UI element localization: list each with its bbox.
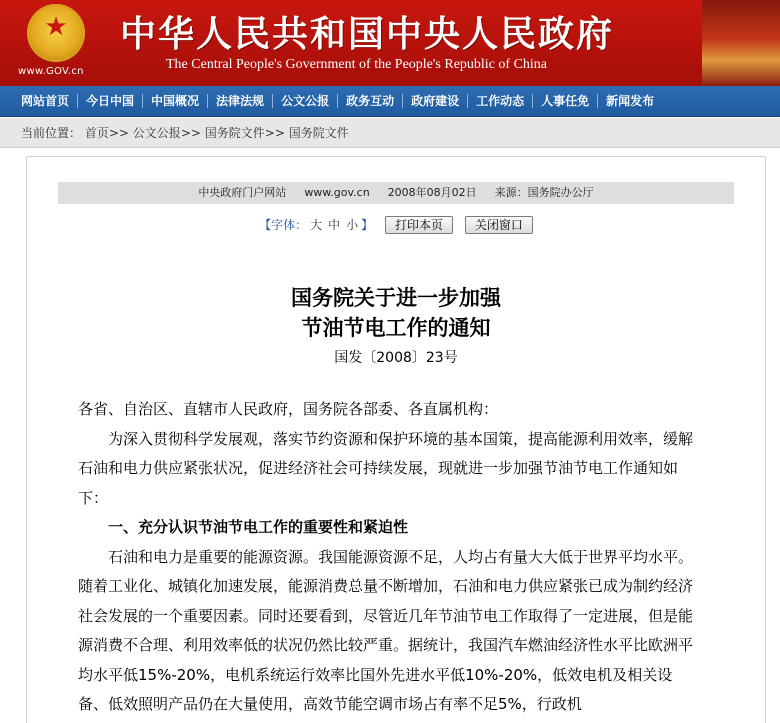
nav-item-appointments[interactable]: 人事任免 (532, 94, 597, 108)
font-size-large[interactable]: 大 (310, 218, 323, 232)
breadcrumb-label: 当前位置： (21, 126, 82, 140)
document-body (78, 395, 702, 720)
close-window-button[interactable]: 关闭窗口 (465, 216, 533, 234)
nav-item-home[interactable]: 网站首页 (21, 94, 70, 108)
site-title-en: The Central People's Government of the People's Republic of China (166, 57, 548, 72)
nav-item-gov-building[interactable]: 政府建设 (402, 94, 467, 108)
section-heading: 一、充分认识节油节电工作的重要性和紧迫性 (108, 518, 409, 536)
font-size-medium[interactable]: 中 (328, 218, 341, 232)
breadcrumb-state-council-docs[interactable]: 国务院文件 (204, 126, 265, 140)
tiananmen-gate-icon (702, 0, 780, 86)
meta-url: www.gov.cn (304, 186, 370, 199)
site-url: www.GOV.cn (18, 66, 84, 77)
print-button[interactable]: 打印本页 (385, 216, 453, 234)
breadcrumb-home[interactable]: 首页 (84, 126, 109, 140)
article-meta (58, 182, 734, 204)
national-emblem-icon (27, 4, 85, 62)
breadcrumb-sep: >> (108, 126, 129, 140)
nav-item-documents[interactable]: 公文公报 (272, 94, 337, 108)
breadcrumb-sep: >> (180, 126, 201, 140)
nav-item-interaction[interactable]: 政务互动 (337, 94, 402, 108)
document-number: 国发〔2008〕23号 (334, 350, 458, 366)
breadcrumb-current[interactable]: 国务院文件 (288, 126, 349, 140)
font-size-label: 【字体： (259, 218, 308, 232)
meta-date: 2008年08月02日 (387, 186, 477, 199)
document-title-line2: 节油节电工作的通知 (301, 316, 491, 340)
main-nav (0, 86, 780, 117)
font-size-small[interactable]: 小 (346, 218, 359, 232)
nav-item-laws[interactable]: 法律法规 (207, 94, 272, 108)
nav-item-today-china[interactable]: 今日中国 (77, 94, 142, 108)
article-frame (26, 156, 766, 723)
article-tools (27, 216, 765, 234)
header-banner (0, 0, 780, 86)
breadcrumb-sep: >> (264, 126, 285, 140)
paragraph: 石油和电力是重要的能源资源。我国能源资源不足，人均占有量大大低于世界平均水平。随着工业化、城镇化加速发展，能源消费总量不断增加，石油和电力供应紧张已成为制约经济社会发展的一个重要因素。同时还要看到，尽管近几年节油节电工作取得了一定进展，但是能源消费不合理、利用效率低的状况仍然比较严重。据统计，我国汽车燃油经济性水平比欧洲平均水平低15%-20%，电机系统运行效率比国外先进水平低10%-20%，低效电机及相关设备、低效照明产品仍在大量使用，高效节能空调市场占有率不足5%，行政机 (78, 547, 694, 713)
site-title-cn: 中华人民共和国中央人民政府 (120, 14, 615, 55)
paragraph: 为深入贯彻科学发展观，落实节约资源和保护环境的基本国策，提高能源利用效率，缓解石油和电力供应紧张状况，促进经济社会可持续发展，现就进一步加强节油节电工作通知如下： (78, 429, 694, 507)
salutation: 各省、自治区、直辖市人民政府，国务院各部委、各直属机构： (78, 400, 499, 418)
meta-source: 来源：国务院办公厅 (494, 186, 594, 199)
nav-item-press[interactable]: 新闻发布 (597, 94, 662, 108)
document-title (27, 283, 765, 343)
font-size-label-close: 】 (361, 218, 374, 232)
meta-source-site: 中央政府门户网站 (198, 186, 287, 199)
nav-item-work-news[interactable]: 工作动态 (467, 94, 532, 108)
document-title-line1: 国务院关于进一步加强 (291, 286, 501, 310)
nav-item-china-overview[interactable]: 中国概况 (142, 94, 207, 108)
breadcrumb-documents[interactable]: 公文公报 (132, 126, 181, 140)
breadcrumb (0, 118, 780, 148)
